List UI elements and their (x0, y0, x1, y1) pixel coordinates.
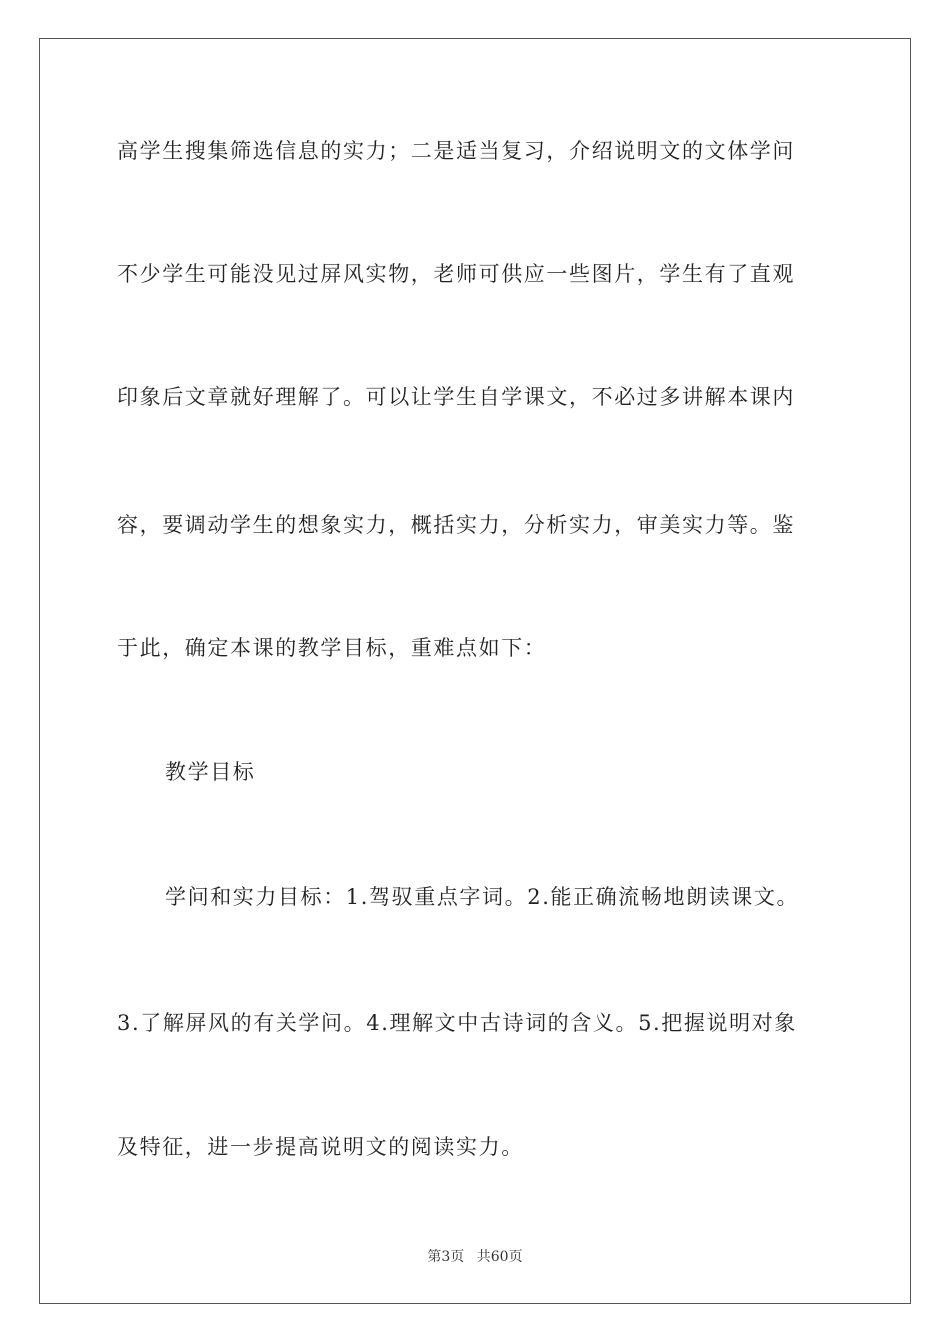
paragraph-line: 3.了解屏风的有关学问。4.理解文中古诗词的含义。5.把握说明对象 (117, 1011, 797, 1035)
paragraph-line: 及特征，进一步提高说明文的阅读实力。 (117, 1135, 524, 1159)
total-pages: 共60页 (476, 1249, 523, 1265)
paragraph-line: 不少学生可能没见过屏风实物，老师可供应一些图片，学生有了直观 (117, 262, 795, 286)
page-footer (0, 1246, 950, 1266)
page-number: 第3页 (427, 1249, 465, 1265)
section-heading: 教学目标 (165, 760, 256, 784)
paragraph-line: 印象后文章就好理解了。可以让学生自学课文，不必过多讲解本课内 (117, 385, 795, 409)
paragraph-line: 于此，确定本课的教学目标，重难点如下： (117, 636, 547, 660)
paragraph-line: 高学生搜集筛选信息的实力；二是适当复习，介绍说明文的文体学问 (117, 139, 795, 163)
paragraph-line: 容，要调动学生的想象实力，概括实力，分析实力，审美实力等。鉴 (117, 513, 795, 537)
page-frame (39, 38, 911, 1304)
paragraph-line: 学问和实力目标：1.驾驭重点字词。2.能正确流畅地朗读课文。 (165, 885, 800, 909)
